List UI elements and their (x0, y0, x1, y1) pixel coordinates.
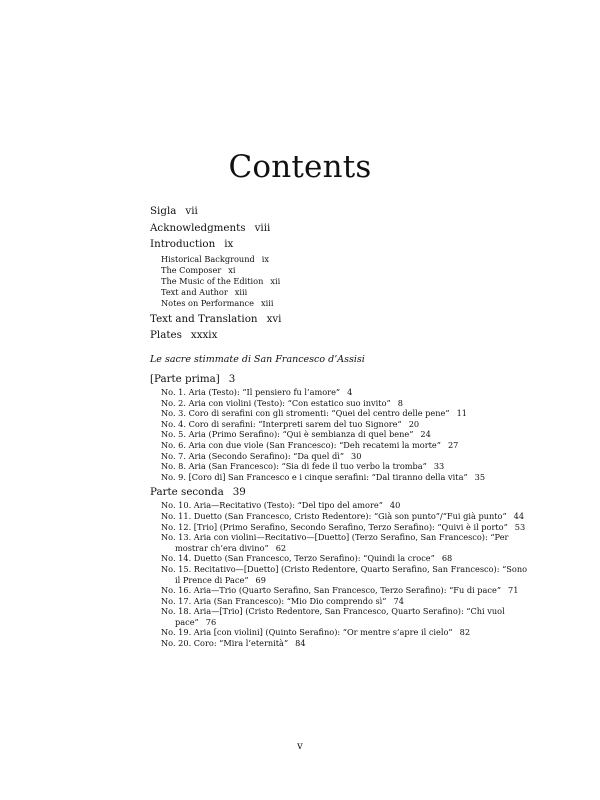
entry-label: Text and Author (161, 286, 228, 297)
number-entry (161, 532, 530, 553)
entry-page: xi (228, 264, 236, 275)
entry-label: No. 9. [Coro di] San Francesco e i cinque serafini: “Dal tiranno della vita” (161, 471, 468, 482)
introduction-subsections (150, 254, 530, 309)
entry-page: viii (254, 221, 271, 234)
entry-page: xiii (260, 297, 274, 308)
number-entry (161, 440, 530, 451)
number-entry (161, 596, 530, 607)
number-entry (161, 553, 530, 564)
entry-label: Sigla (150, 205, 177, 217)
toc-entry-acknowledgments (150, 221, 530, 236)
entry-label: No. 1. Aria (Testo): “Il pensiero fu l’amore” (161, 387, 341, 397)
entry-label: No. 18. Aria—[Trio] (Cristo Redentore, San Francesco, Quarto Serafino): “Chi vuol pace” (161, 606, 505, 627)
table-of-contents (150, 204, 530, 652)
number-entry (161, 511, 530, 522)
entry-page: xxxix (190, 329, 218, 341)
entry-page: 33 (433, 461, 445, 472)
number-entry (161, 451, 530, 462)
toc-part-prima (150, 372, 530, 386)
work-title: Le sacre stimmate di San Francesco d’Assisi (150, 354, 365, 365)
entry-page: 76 (205, 616, 217, 627)
entry-label: No. 7. Aria (Secondo Serafino): “Da quel dì” (161, 450, 345, 461)
entry-page: 44 (513, 510, 525, 521)
entry-page: 8 (397, 397, 403, 408)
part-page: 3 (228, 373, 236, 385)
entry-label: The Composer (161, 264, 222, 275)
entry-label: No. 15. Recitativo—[Duetto] (Cristo Redentore, Quarto Serafino, San Francesco): “Sono il Prence di Pace” (161, 563, 528, 585)
entry-page: 69 (255, 574, 266, 585)
part-seconda-numbers (150, 500, 530, 648)
entry-label: Historical Background (161, 253, 255, 264)
number-entry (161, 638, 530, 649)
subsection-entry (161, 298, 530, 309)
entry-label: No. 4. Coro di serafini: “Interpreti sarem del tuo Signore” (161, 418, 402, 429)
entry-page: 30 (351, 450, 362, 461)
entry-label: No. 3. Coro di serafini con gli stromenti: “Quei del centro delle pene” (161, 408, 450, 419)
toc-entry-introduction (150, 237, 530, 252)
entry-label: No. 19. Aria [con violini] (Quinto Serafino): “Or mentre s’apre il cielo” (161, 627, 453, 638)
number-entry (161, 564, 530, 585)
entry-label: No. 16. Aria—Trio (Quarto Serafino, San Francesco, Terzo Serafino): “Fu di pace” (161, 585, 502, 596)
entry-page: 11 (456, 408, 467, 419)
entry-label: No. 12. [Trio] (Primo Serafino, Secondo Serafino, Terzo Serafino): “Quivi è il porto” (161, 521, 508, 532)
page-number: v (297, 741, 303, 752)
part-prima-numbers (150, 387, 530, 482)
number-entry (161, 606, 530, 627)
number-entry (161, 398, 530, 409)
entry-label: Introduction (150, 238, 216, 250)
entry-page: 35 (474, 471, 486, 482)
entry-page: 27 (447, 439, 459, 450)
number-entry (161, 461, 530, 472)
entry-label: No. 10. Aria—Recitativo (Testo): “Del tipo del amore” (161, 500, 383, 511)
subsection-entry (161, 265, 530, 276)
part-label: [Parte prima] (150, 373, 220, 385)
number-entry (161, 387, 530, 398)
entry-label: Acknowledgments (150, 221, 246, 234)
number-entry (161, 585, 530, 596)
entry-label: Notes on Performance (161, 297, 254, 308)
entry-label: No. 14. Duetto (San Francesco, Terzo Serafino): “Quindi la croce” (161, 553, 435, 564)
entry-label: No. 6. Aria con due viole (San Francesco): “Deh recatemi la morte” (161, 439, 441, 450)
entry-label: No. 5. Aria (Primo Serafino): “Qui è sembianza di quel bene” (161, 429, 414, 440)
entry-label: No. 17. Aria (San Francesco): “Mio Dio comprendo sì” (161, 595, 387, 606)
part-label: Parte seconda (150, 486, 224, 499)
entry-label: No. 11. Duetto (San Francesco, Cristo Redentore): “Già son punto”/“Fui già punto” (161, 510, 507, 521)
toc-part-seconda (150, 485, 530, 499)
entry-page: 82 (459, 627, 471, 638)
number-entry (161, 472, 530, 483)
entry-label: No. 8. Aria (San Francesco): “Sia di fede il tuo verbo la tromba” (161, 461, 427, 472)
entry-page: ix (224, 238, 234, 250)
entry-page: 24 (420, 429, 431, 440)
entry-page: 62 (275, 542, 287, 553)
entry-page: ix (261, 253, 269, 264)
entry-label: The Music of the Edition (161, 275, 264, 286)
page-title: Contents (228, 148, 372, 185)
subsection-entry (161, 276, 530, 287)
number-entry (161, 419, 530, 430)
subsection-entry (161, 254, 530, 265)
entry-label: Text and Translation (150, 312, 258, 325)
part-page: 39 (232, 486, 246, 499)
entry-page: 4 (347, 387, 353, 397)
entry-label: No. 20. Coro: “Mira l’eternità” (161, 638, 289, 649)
entry-page: 71 (508, 585, 519, 596)
subsection-entry (161, 287, 530, 298)
number-entry (161, 627, 530, 638)
toc-entry-text-translation (150, 312, 530, 327)
entry-page: vii (185, 205, 198, 217)
toc-entry-sigla (150, 204, 530, 219)
entry-label: No. 2. Aria con violini (Testo): “Con estatico suo invito” (161, 397, 391, 408)
number-entry (161, 500, 530, 511)
entry-page: 68 (441, 553, 453, 564)
entry-page: 40 (389, 500, 401, 511)
number-entry (161, 522, 530, 533)
entry-page: 84 (295, 638, 306, 649)
entry-page: 20 (408, 418, 420, 429)
entry-page: xiii (234, 286, 248, 297)
toc-entry-plates (150, 328, 530, 343)
entry-page: xvi (266, 312, 282, 325)
entry-page: xii (270, 275, 281, 286)
number-entry (161, 408, 530, 419)
number-entry (161, 429, 530, 440)
entry-page: 53 (514, 521, 526, 532)
entry-label: Plates (150, 329, 182, 341)
entry-label: No. 13. Aria con violini—Recitativo—[Duetto] (Terzo Serafino, San Francesco): “Per mostrar ch’era divino” (161, 532, 509, 553)
entry-page: 74 (393, 595, 404, 606)
